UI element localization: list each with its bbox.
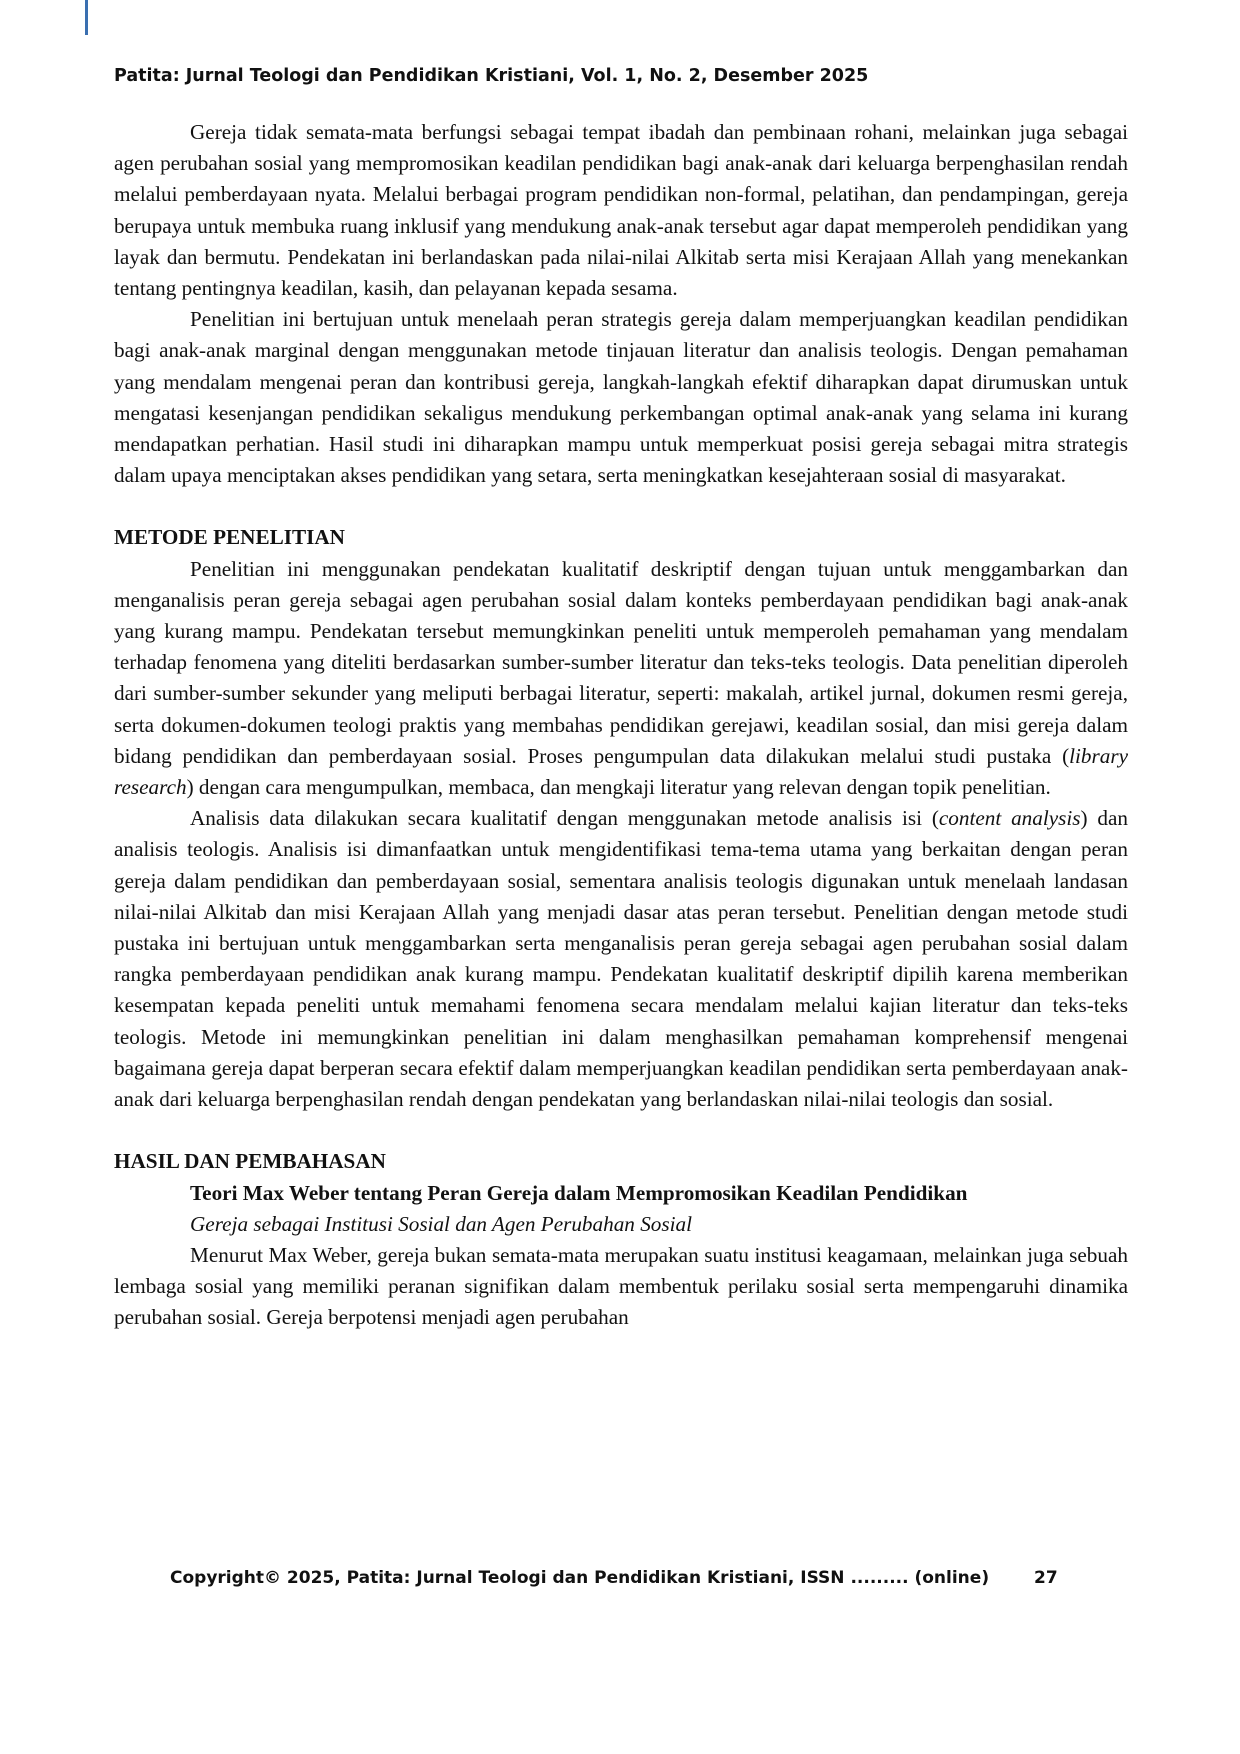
section-heading-methods: METODE PENELITIAN bbox=[114, 525, 345, 550]
methods-paragraph bbox=[114, 554, 1128, 804]
methods-text: ) dan analisis teologis. Analisis isi dimanfaatkan untuk mengidentifikasi tema-tema utama yang berkaitan dengan peran gereja dalam pendidikan dan pemberdayaan sosial, sementara analisis teologis digunakan untuk menelaah landasan nilai-nilai Alkitab dan misi Kerajaan Allah yang menjadi dasar atas peran tersebut. Penelitian dengan metode studi pustaka ini bertujuan untuk menggambarkan serta menganalisis peran gereja sebagai agen perubahan sosial dalam rangka pemberdayaan pendidikan anak kurang mampu. Pendekatan kualitatif deskriptif dipilih karena memberikan kesempatan kepada peneliti untuk memahami fenomena secara mendalam melalui kajian literatur dan teks-teks teologis. Metode ini memungkinkan penelitian ini dalam menghasilkan pemahaman komprehensif mengenai bagaimana gereja dapat berperan secara efektif dalam memperjuangkan keadilan pendidikan serta pemberdayaan anak-anak dari keluarga berpenghasilan rendah dengan pendekatan yang berlandaskan nilai-nilai teologis dan sosial. bbox=[114, 806, 1128, 1112]
footer-copyright: Copyright© 2025, Patita: Jurnal Teologi dan Pendidikan Kristiani, ISSN ......... (online) bbox=[170, 1568, 990, 1588]
page-number: 27 bbox=[1034, 1568, 1058, 1588]
methods-paragraph bbox=[114, 803, 1128, 1115]
intro-paragraph: Gereja tidak semata-mata berfungsi sebagai tempat ibadah dan pembinaan rohani, melainkan juga sebagai agen perubahan sosial yang mempromosikan keadilan pendidikan bagi anak-anak dari keluarga berpenghasilan rendah melalui pemberdayaan nyata. Melalui berbagai program pendidikan non-formal, pelatihan, dan pendampingan, gereja berupaya untuk membuka ruang inklusif yang mendukung anak-anak tersebut agar dapat memperoleh pendidikan yang layak dan bermutu. Pendekatan ini berlandaskan pada nilai-nilai Alkitab serta misi Kerajaan Allah yang menekankan tentang pentingnya keadilan, kasih, dan pelayanan kepada sesama. bbox=[114, 120, 1128, 301]
methods-italic-term: content analysis bbox=[938, 806, 1081, 831]
methods-text: Analisis data dilakukan secara kualitatif dengan menggunakan metode analisis isi ( bbox=[190, 806, 939, 831]
article-body bbox=[114, 117, 1128, 1334]
results-paragraph: Menurut Max Weber, gereja bukan semata-mata merupakan suatu institusi keagamaan, melainkan juga sebuah lembaga sosial yang memiliki peranan signifikan dalam membentuk perilaku sosial serta mempengaruhi dinamika perubahan sosial. Gereja berpotensi menjadi agen perubahan bbox=[114, 1242, 1128, 1330]
methods-italic-term: library research bbox=[114, 743, 1128, 800]
subsubsection-heading: Gereja sebagai Institusi Sosial dan Agen Perubahan Sosial bbox=[190, 1211, 693, 1236]
methods-text: Penelitian ini menggunakan pendekatan kualitatif deskriptif dengan tujuan untuk menggambarkan dan menganalisis peran gereja sebagai agen perubahan sosial dalam konteks pemberdayaan pendidikan bagi anak-anak yang kurang mampu. Pendekatan tersebut memungkinkan peneliti untuk memperoleh pemahaman yang mendalam terhadap fenomena yang diteliti berdasarkan sumber-sumber literatur dan teks-teks teologis. Data penelitian diperoleh dari sumber-sumber sekunder yang meliputi berbagai literatur, seperti: makalah, artikel jurnal, dokumen resmi gereja, serta dokumen-dokumen teologi praktis yang membahas pendidikan gerejawi, keadilan sosial, dan misi gereja dalam bidang pendidikan dan pemberdayaan sosial. Proses pengumpulan data dilakukan melalui studi pustaka ( bbox=[114, 556, 1128, 768]
corner-accent-bar bbox=[85, 0, 88, 35]
subsection-heading: Teori Max Weber tentang Peran Gereja dalam Mempromosikan Keadilan Pendidikan bbox=[190, 1180, 968, 1205]
running-header: Patita: Jurnal Teologi dan Pendidikan Kristiani, Vol. 1, No. 2, Desember 2025 bbox=[114, 66, 869, 86]
section-spacer bbox=[114, 1115, 1128, 1146]
intro-paragraph: Penelitian ini bertujuan untuk menelaah peran strategis gereja dalam memperjuangkan keadilan pendidikan bagi anak-anak marginal dengan menggunakan metode tinjauan literatur dan analisis teologis. Dengan pemahaman yang mendalam mengenai peran dan kontribusi gereja, langkah-langkah efektif diharapkan dapat dirumuskan untuk mengatasi kesenjangan pendidikan sekaligus mendukung perkembangan optimal anak-anak yang selama ini kurang mendapatkan perhatian. Hasil studi ini diharapkan mampu untuk memperkuat posisi gereja sebagai mitra strategis dalam upaya menciptakan akses pendidikan yang setara, serta meningkatkan kesejahteraan sosial di masyarakat. bbox=[114, 307, 1128, 488]
section-heading-results: HASIL DAN PEMBAHASAN bbox=[114, 1149, 386, 1174]
methods-text: ) dengan cara mengumpulkan, membaca, dan mengkaji literatur yang relevan dengan topik penelitian. bbox=[186, 775, 1051, 800]
page-footer bbox=[170, 1568, 1058, 1588]
section-spacer bbox=[114, 491, 1128, 522]
